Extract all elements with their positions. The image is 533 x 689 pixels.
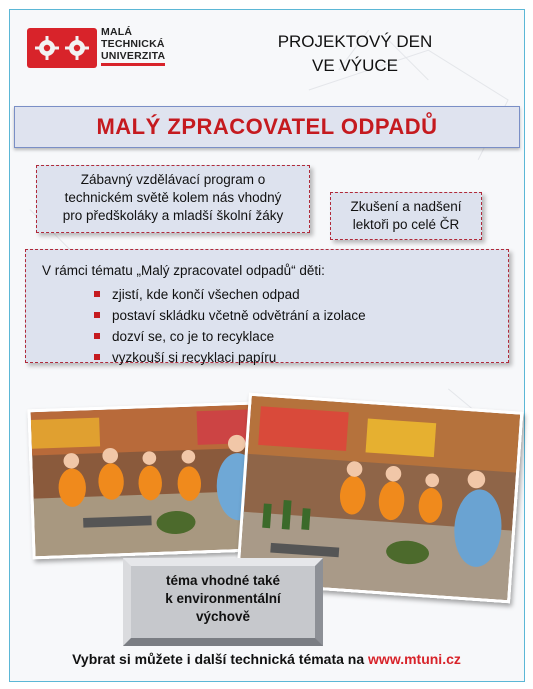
note-line-2: k environmentální xyxy=(165,591,281,606)
logo-line-1: MALÁ xyxy=(101,26,133,38)
gear-icon xyxy=(65,36,89,60)
header-line-2: VE VÝUCE xyxy=(312,56,398,75)
logo-line-3: UNIVERZITA xyxy=(101,50,166,62)
note-line-3: výchově xyxy=(195,609,251,624)
lecturers-box xyxy=(330,192,482,240)
intro-line-1: Zábavný vzdělávací program o xyxy=(80,172,266,187)
title-banner xyxy=(14,106,520,148)
activities-heading: V rámci tématu „Malý zpracovatel odpadů“ děti: xyxy=(42,263,325,278)
environmental-note xyxy=(123,558,323,646)
mtu-logo[interactable] xyxy=(27,22,187,72)
logo-wordmark xyxy=(101,26,165,66)
footer xyxy=(0,651,533,667)
list-item: zjistí, kde končí všechen odpad xyxy=(92,284,508,305)
gears-logo-icon xyxy=(27,28,97,68)
intro-line-3: pro předškoláky a mladší školní žáky xyxy=(62,208,284,223)
page-title: MALÝ ZPRACOVATEL ODPADŮ xyxy=(96,114,438,139)
list-item: postaví skládku včetně odvětrání a izolace xyxy=(92,305,508,326)
intro-box xyxy=(36,165,310,233)
note-line-1: téma vhodné také xyxy=(165,573,281,588)
lecturers-line-1: Zkušení a nadšení xyxy=(350,199,462,214)
activities-list xyxy=(42,284,508,368)
header-line-1: PROJEKTOVÝ DEN xyxy=(277,32,433,51)
lecturers-line-2: lektoři po celé ČR xyxy=(352,217,460,232)
logo-line-2: TECHNICKÁ xyxy=(101,38,165,50)
website-link[interactable]: www.mtuni.cz xyxy=(368,651,461,667)
footer-text: Vybrat si můžete i další technická témata na xyxy=(72,651,369,667)
list-item: dozví se, co je to recyklace xyxy=(92,326,508,347)
list-item: vyzkouší si recyklaci papíru xyxy=(92,347,508,368)
activities-box xyxy=(25,249,509,363)
intro-line-2: technickém světě kolem nás vhodný xyxy=(64,190,282,205)
header-title xyxy=(255,30,455,78)
gear-icon xyxy=(35,36,59,60)
